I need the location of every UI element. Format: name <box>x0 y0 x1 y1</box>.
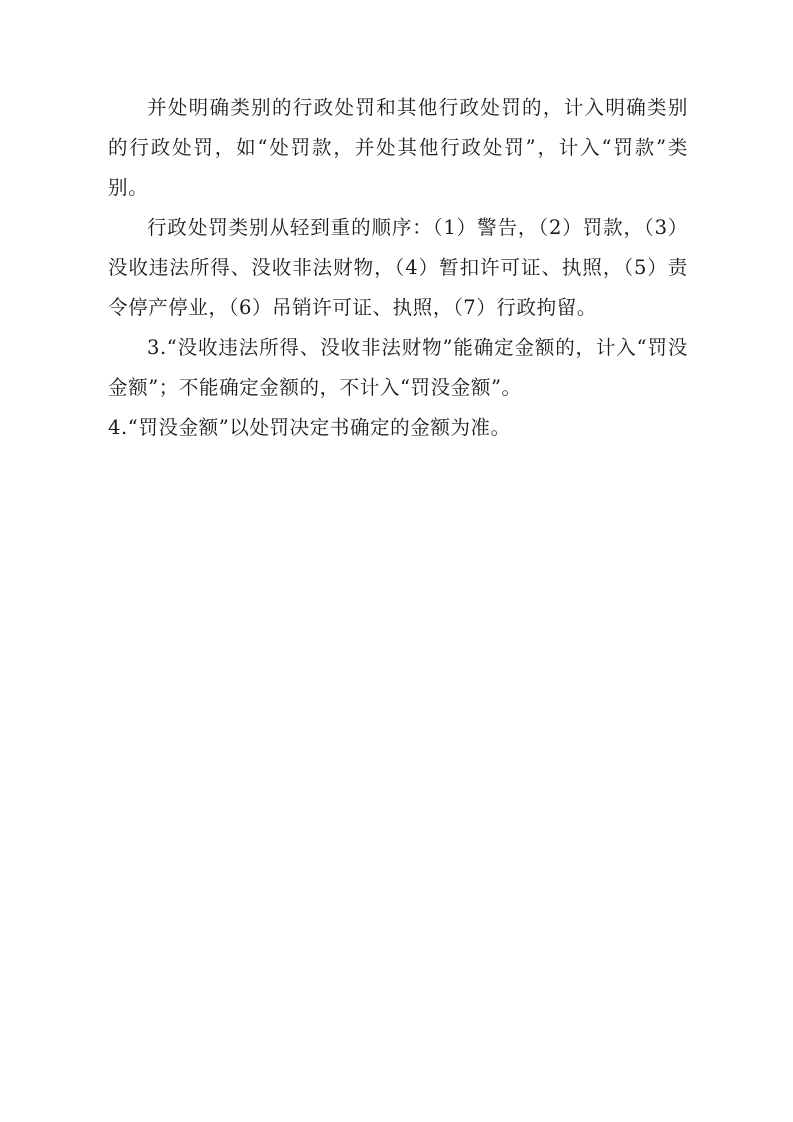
paragraph-1: 并处明确类别的行政处罚和其他行政处罚的，计入明确类别的行政处罚，如“处罚款，并处其他行政处罚”，计入“罚款”类别。 <box>108 96 688 199</box>
document-body <box>108 88 688 448</box>
paragraph-3: 3.“没收违法所得、没收非法财物”能确定金额的，计入“罚没金额”；不能确定金额的，不计入“罚没金额”。 <box>108 336 688 399</box>
paragraph-4: 4.“罚没金额”以处罚决定书确定的金额为准。 <box>108 416 511 439</box>
paragraph-2: 行政处罚类别从轻到重的顺序：（1）警告，（2）罚款，（3）没收违法所得、没收非法财物，（4）暂扣许可证、执照，（5）责令停产停业，（6）吊销许可证、执照，（7）行政拘留。 <box>108 216 688 319</box>
